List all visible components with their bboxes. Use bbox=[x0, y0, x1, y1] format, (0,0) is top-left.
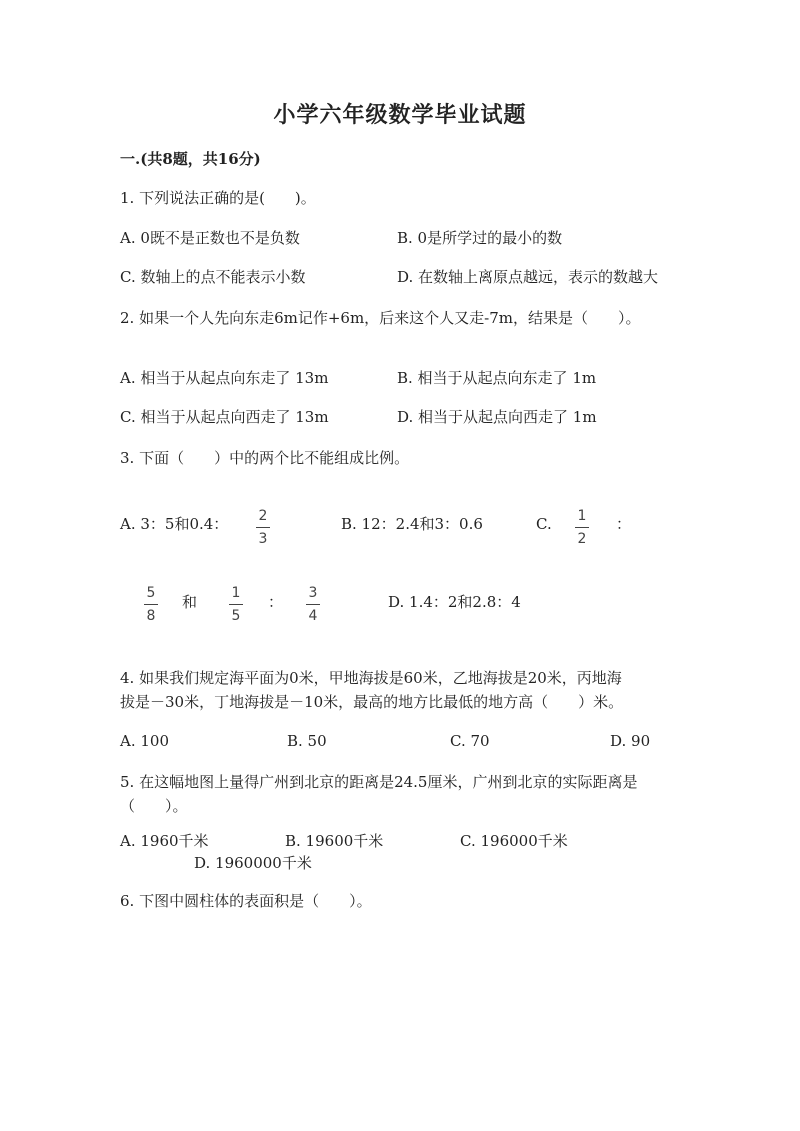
fraction-bar bbox=[575, 527, 589, 528]
question-3-option-d: D. 1.4：2和2.8：4 bbox=[388, 593, 521, 611]
question-2-option-c: C. 相当于从起点向西走了 13m bbox=[120, 408, 329, 426]
question-2-option-d: D. 相当于从起点向西走了 1m bbox=[397, 408, 597, 426]
fraction-denominator: 8 bbox=[146, 608, 156, 624]
fraction-numerator: 2 bbox=[258, 508, 268, 524]
question-5-option-a: A. 1960千米 bbox=[120, 832, 209, 850]
fraction-bar bbox=[256, 527, 270, 528]
section-heading: 一.(共8题，共16分) bbox=[120, 150, 261, 168]
question-3-text: 3. 下面（ ）中的两个比不能组成比例。 bbox=[120, 449, 410, 467]
fraction-denominator: 4 bbox=[308, 608, 318, 624]
question-5-option-c: C. 196000千米 bbox=[460, 832, 568, 850]
fraction-numerator: 1 bbox=[577, 508, 587, 524]
question-3-option-c-colon-2: ： bbox=[268, 593, 284, 611]
question-4-option-b: B. 50 bbox=[287, 732, 327, 750]
question-4-text-line-2: 拔是－30米，丁地海拔是－10米，最高的地方比最低的地方高（ ）米。 bbox=[120, 693, 624, 711]
question-3-option-c-fraction-2 bbox=[144, 585, 158, 624]
question-3-option-a: A. 3：5和0.4： bbox=[120, 515, 229, 533]
question-1-option-b: B. 0是所学过的最小的数 bbox=[397, 229, 563, 247]
fraction-bar bbox=[306, 604, 320, 605]
fraction-numerator: 5 bbox=[146, 585, 156, 601]
question-2-option-a: A. 相当于从起点向东走了 13m bbox=[120, 369, 329, 387]
question-4-text-line-1: 4. 如果我们规定海平面为0米，甲地海拔是60米，乙地海拔是20米，丙地海 bbox=[120, 669, 622, 687]
fraction-numerator: 3 bbox=[308, 585, 318, 601]
fraction-bar bbox=[144, 604, 158, 605]
question-3-option-c-fraction-1 bbox=[575, 508, 589, 547]
question-5-option-d: D. 1960000千米 bbox=[194, 854, 312, 872]
question-1-option-c: C. 数轴上的点不能表示小数 bbox=[120, 268, 306, 286]
question-5-text-line-2: （ ）。 bbox=[120, 797, 188, 815]
question-5-option-b: B. 19600千米 bbox=[285, 832, 384, 850]
fraction-denominator: 5 bbox=[231, 608, 241, 624]
question-3-option-b: B. 12：2.4和3：0.6 bbox=[341, 515, 483, 533]
question-4-option-c: C. 70 bbox=[450, 732, 490, 750]
page-title: 小学六年级数学毕业试题 bbox=[273, 102, 527, 128]
question-6-text: 6. 下图中圆柱体的表面积是（ ）。 bbox=[120, 892, 372, 910]
question-3-option-a-fraction bbox=[256, 508, 270, 547]
question-3-option-c-and: 和 bbox=[182, 593, 198, 611]
question-1-option-a: A. 0既不是正数也不是负数 bbox=[120, 229, 300, 247]
fraction-numerator: 1 bbox=[231, 585, 241, 601]
question-3-option-c-fraction-4 bbox=[306, 585, 320, 624]
fraction-denominator: 3 bbox=[258, 531, 268, 547]
question-3-option-c-fraction-3 bbox=[229, 585, 243, 624]
question-4-option-d: D. 90 bbox=[610, 732, 651, 750]
question-1-text: 1. 下列说法正确的是( )。 bbox=[120, 189, 316, 207]
question-5-text-line-1: 5. 在这幅地图上量得广州到北京的距离是24.5厘米，广州到北京的实际距离是 bbox=[120, 773, 638, 791]
fraction-bar bbox=[229, 604, 243, 605]
question-1-option-d: D. 在数轴上离原点越远，表示的数越大 bbox=[397, 268, 659, 286]
question-2-text: 2. 如果一个人先向东走6m记作+6m，后来这个人又走-7m，结果是（ ）。 bbox=[120, 309, 641, 327]
question-4-option-a: A. 100 bbox=[120, 732, 169, 750]
fraction-denominator: 2 bbox=[577, 531, 587, 547]
question-3-option-c-colon-1: ： bbox=[616, 515, 632, 533]
question-2-option-b: B. 相当于从起点向东走了 1m bbox=[397, 369, 597, 387]
question-3-option-c-label: C. bbox=[536, 515, 552, 533]
